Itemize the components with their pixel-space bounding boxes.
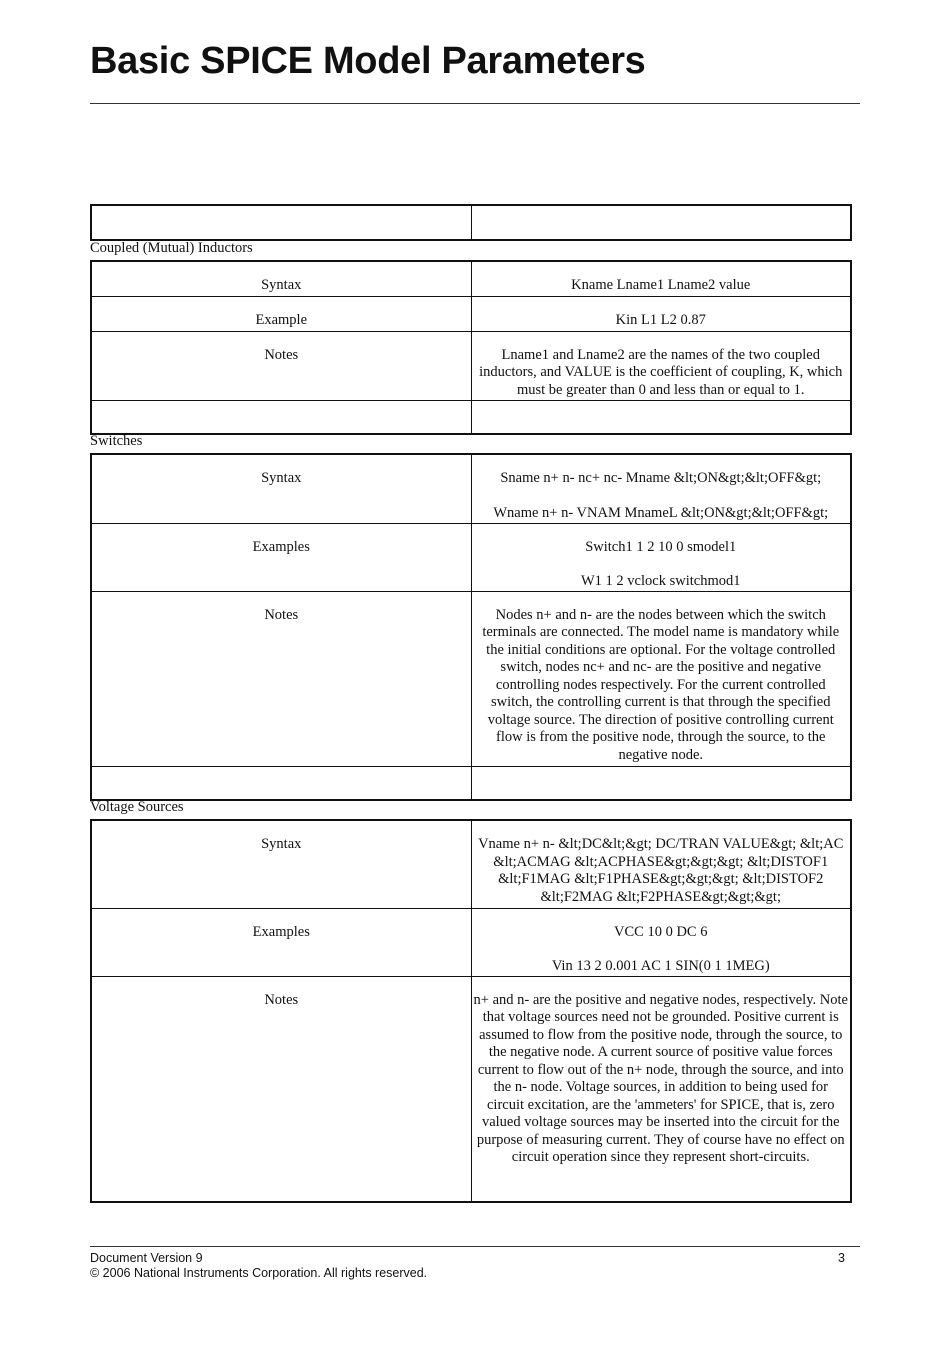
row-value — [471, 908, 851, 976]
header-rule — [90, 103, 860, 104]
coupled-inductors-table — [90, 260, 852, 435]
example-line: W1 1 2 vclock switchmod1 — [581, 573, 741, 589]
row-label: Notes — [91, 331, 471, 400]
row-value: Kin L1 L2 0.87 — [471, 296, 851, 331]
row-value: Vname n+ n- &lt;DC&lt;&gt; DC/TRAN VALUE&gt; &lt;AC &lt;ACMAG &lt;ACPHASE&gt;&gt;&gt; &lt;DISTOF1 &lt;F1MAG &lt;F1PHASE&gt;&gt;&gt; &lt;DISTOF2 &lt;F2MAG &lt;F2PHASE&gt;&gt;&gt; — [471, 820, 851, 908]
switches-caption: Switches — [90, 433, 143, 449]
switches-table — [90, 453, 852, 801]
table-row — [91, 454, 851, 523]
row-label: Notes — [91, 976, 471, 1202]
row-label: Examples — [91, 908, 471, 976]
table-row — [91, 766, 851, 800]
copyright: © 2006 National Instruments Corporation. All rights reserved. — [90, 1266, 428, 1280]
empty-header-table — [90, 204, 852, 241]
empty-cell — [471, 766, 851, 800]
table-row — [91, 908, 851, 976]
row-value: n+ and n- are the positive and negative nodes, respectively. Note that voltage sources need not be grounded. Positive current is assumed to flow from the positive node, through the source, to the negative node. A current source of positive value forces current to flow out of the n+ node, through the source, and into the n- node. Voltage sources, in addition to being used for circuit excitation, are the 'ammeters' for SPICE, that is, zero valued voltage sources may be inserted into the circuit for the purpose of measuring current. They of course have no effect on circuit operation since they represent short-circuits. — [471, 976, 851, 1202]
row-label: Syntax — [91, 820, 471, 908]
table-row — [91, 296, 851, 331]
table-row — [91, 400, 851, 434]
row-value: Lname1 and Lname2 are the names of the two coupled inductors, and VALUE is the coefficient of coupling, K, which must be greater than 0 and less than or equal to 1. — [471, 331, 851, 400]
document-version: Document Version 9 — [90, 1251, 203, 1265]
example-line: Switch1 1 2 10 0 smodel1 — [585, 538, 737, 555]
table-row — [91, 820, 851, 908]
row-label: Syntax — [91, 454, 471, 523]
syntax-line: Sname n+ n- nc+ nc- Mname &lt;ON&gt;&lt;OFF&gt; — [500, 470, 822, 486]
page-title: Basic SPICE Model Parameters — [90, 40, 646, 82]
empty-cell — [471, 205, 851, 240]
coupled-inductors-caption: Coupled (Mutual) Inductors — [90, 240, 253, 256]
table-row — [91, 591, 851, 766]
row-value — [471, 523, 851, 591]
table-row — [91, 261, 851, 296]
table-row — [91, 976, 851, 1202]
row-value: Nodes n+ and n- are the nodes between which the switch terminals are connected. The model name is mandatory while the initial conditions are optional. For the voltage controlled switch, nodes nc+ and nc- are the positive and negative controlling nodes respectively. For the current controlled switch, the controlling current is that through the specified voltage source. The direction of positive controlling current flow is from the positive node, through the source, to the negative node. — [471, 591, 851, 766]
syntax-line: Wname n+ n- VNAM MnameL &lt;ON&gt;&lt;OFF&gt; — [493, 504, 829, 521]
footer-rule — [90, 1246, 860, 1247]
row-label: Notes — [91, 591, 471, 766]
example-line: VCC 10 0 DC 6 — [614, 923, 708, 940]
table-row — [91, 523, 851, 591]
voltage-sources-table — [90, 819, 852, 1203]
row-label: Syntax — [91, 261, 471, 296]
row-label: Examples — [91, 523, 471, 591]
table-row — [91, 331, 851, 400]
voltage-sources-caption: Voltage Sources — [90, 799, 184, 815]
example-line: Vin 13 2 0.001 AC 1 SIN(0 1 1MEG) — [551, 958, 770, 974]
empty-cell — [91, 400, 471, 434]
empty-cell — [471, 400, 851, 434]
footer-text — [90, 1251, 427, 1281]
page-number: 3 — [838, 1251, 845, 1265]
row-value — [471, 454, 851, 523]
empty-cell — [91, 205, 471, 240]
row-label: Example — [91, 296, 471, 331]
empty-cell — [91, 766, 471, 800]
row-value: Kname Lname1 Lname2 value — [471, 261, 851, 296]
